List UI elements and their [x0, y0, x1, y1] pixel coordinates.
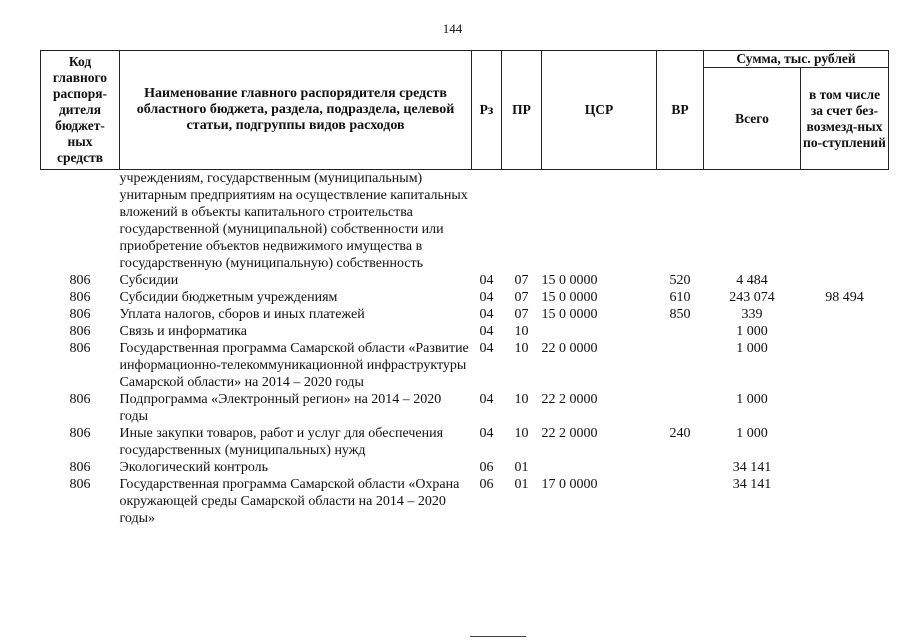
cell-rz: [472, 170, 502, 273]
cell-ext: 98 494: [825, 290, 864, 305]
cell-name: Субсидии бюджетным учреждениям: [119, 290, 338, 305]
cell-rz: 04: [479, 392, 494, 407]
cell-rz: 04: [479, 341, 494, 356]
cell-ext: [801, 476, 889, 527]
cell-csr: 15 0 0000: [541, 307, 598, 322]
cell-vr: [657, 391, 704, 425]
cell-rz: 04: [479, 426, 494, 441]
cell-total: 1 000: [736, 426, 768, 441]
header-code: Код главного распоря-дителя бюджет-ных средств: [41, 51, 120, 170]
budget-table: [40, 50, 889, 527]
cell-vr: [657, 476, 704, 527]
cell-csr: 22 0 0000: [541, 341, 598, 356]
cell-pr: 10: [514, 392, 529, 407]
cell-pr: 01: [514, 477, 529, 492]
cell-ext: [801, 340, 889, 391]
cell-total: 1 000: [736, 392, 768, 407]
cell-code: 806: [69, 341, 91, 356]
cell-vr: [657, 170, 704, 273]
cell-name: Субсидии: [119, 273, 179, 288]
cell-ext: [801, 306, 889, 323]
cell-total: 34 141: [732, 477, 772, 492]
header-vr: ВР: [657, 51, 704, 170]
cell-rz: 04: [479, 324, 494, 339]
page-number: 144: [442, 21, 463, 36]
cell-rz: 04: [479, 307, 494, 322]
table-row: [41, 459, 889, 476]
cell-csr: 22 2 0000: [541, 392, 598, 407]
cell-rz: 06: [479, 477, 494, 492]
table-row: [41, 306, 889, 323]
header-total: Всего: [704, 68, 801, 170]
cell-name: Иные закупки товаров, работ и услуг для обеспечения государственных (муниципальных) нужд: [119, 426, 444, 458]
header-csr: ЦСР: [542, 51, 657, 170]
cell-vr: [657, 323, 704, 340]
header-name: Наименование главного распорядителя средств областного бюджета, раздела, подраздела, целевой статьи, подгруппы видов расходов: [120, 51, 472, 170]
cell-vr: 520: [669, 273, 691, 288]
cell-code: 806: [69, 273, 91, 288]
cell-pr: 01: [514, 460, 529, 475]
cell-pr: 07: [514, 273, 529, 288]
cell-rz: 04: [479, 290, 494, 305]
table-row: [41, 391, 889, 425]
cell-rz: 06: [479, 460, 494, 475]
table-row: [41, 425, 889, 459]
cell-name: Государственная программа Самарской области «Охрана окружающей среды Самарской области на 2014 – 2020 годы»: [119, 477, 460, 526]
cell-total: 243 074: [729, 290, 775, 305]
cell-ext: [801, 391, 889, 425]
header-ext: в том числе за счет без-возмезд-ных по-ступлений: [801, 68, 889, 170]
cell-pr: 10: [514, 426, 529, 441]
cell-name: Связь и информатика: [119, 324, 247, 339]
cell-code: 806: [69, 392, 91, 407]
cell-total: 339: [741, 307, 763, 322]
header-rz: Рз: [472, 51, 502, 170]
table-row: [41, 476, 889, 527]
cell-code: 806: [69, 477, 91, 492]
cell-name: учреждениям, государственным (муниципальным) унитарным предприятиям на осуществление капитальных вложений в объекты капитального строительства государственной (муниципальной) собственности или приобретение объектов недвижимого имущества в государственную (муниципальную) собственность: [119, 171, 468, 271]
cell-total: 1 000: [736, 341, 768, 356]
cell-csr: 22 2 0000: [541, 426, 598, 441]
table-row: [41, 272, 889, 289]
cell-vr: [657, 340, 704, 391]
cell-code: 806: [69, 290, 91, 305]
table-row: [41, 323, 889, 340]
cell-vr: 610: [669, 290, 691, 305]
cell-name: Экологический контроль: [119, 460, 269, 475]
cell-pr: [502, 170, 542, 273]
cell-csr: [542, 323, 657, 340]
cell-code: 806: [69, 324, 91, 339]
cell-csr: 15 0 0000: [541, 290, 598, 305]
cell-name: Государственная программа Самарской области «Развитие информационно-телекоммуникационной инфраструктуры Самарской области» на 2014 – 2020 годы: [119, 341, 469, 390]
cell-vr: 240: [669, 426, 691, 441]
table-row: [41, 289, 889, 306]
cell-pr: 07: [514, 290, 529, 305]
cell-pr: 10: [514, 324, 529, 339]
cell-pr: 10: [514, 341, 529, 356]
cell-total: [704, 170, 801, 273]
cell-code: 806: [69, 426, 91, 441]
cell-total: 1 000: [736, 324, 768, 339]
cell-code: 806: [69, 307, 91, 322]
cell-ext: [801, 272, 889, 289]
header-sum: Сумма, тыс. рублей: [704, 51, 889, 68]
cell-vr: [657, 459, 704, 476]
table-row: [41, 340, 889, 391]
cell-ext: [801, 323, 889, 340]
cell-name: Уплата налогов, сборов и иных платежей: [119, 307, 365, 322]
cell-csr: [542, 459, 657, 476]
cell-name: Подпрограмма «Электронный регион» на 2014 – 2020 годы: [119, 392, 442, 424]
header-pr: ПР: [502, 51, 542, 170]
cell-code: [41, 170, 120, 273]
cell-total: 34 141: [732, 460, 772, 475]
table-row: [41, 170, 889, 273]
cell-ext: [801, 170, 889, 273]
cell-pr: 07: [514, 307, 529, 322]
cell-total: 4 484: [736, 273, 768, 288]
cell-code: 806: [69, 460, 91, 475]
bottom-rule: [470, 636, 526, 637]
cell-csr: 15 0 0000: [541, 273, 598, 288]
cell-csr: 17 0 0000: [541, 477, 598, 492]
cell-ext: [801, 425, 889, 459]
cell-rz: 04: [479, 273, 494, 288]
cell-ext: [801, 459, 889, 476]
cell-vr: 850: [669, 307, 691, 322]
cell-csr: [542, 170, 657, 273]
